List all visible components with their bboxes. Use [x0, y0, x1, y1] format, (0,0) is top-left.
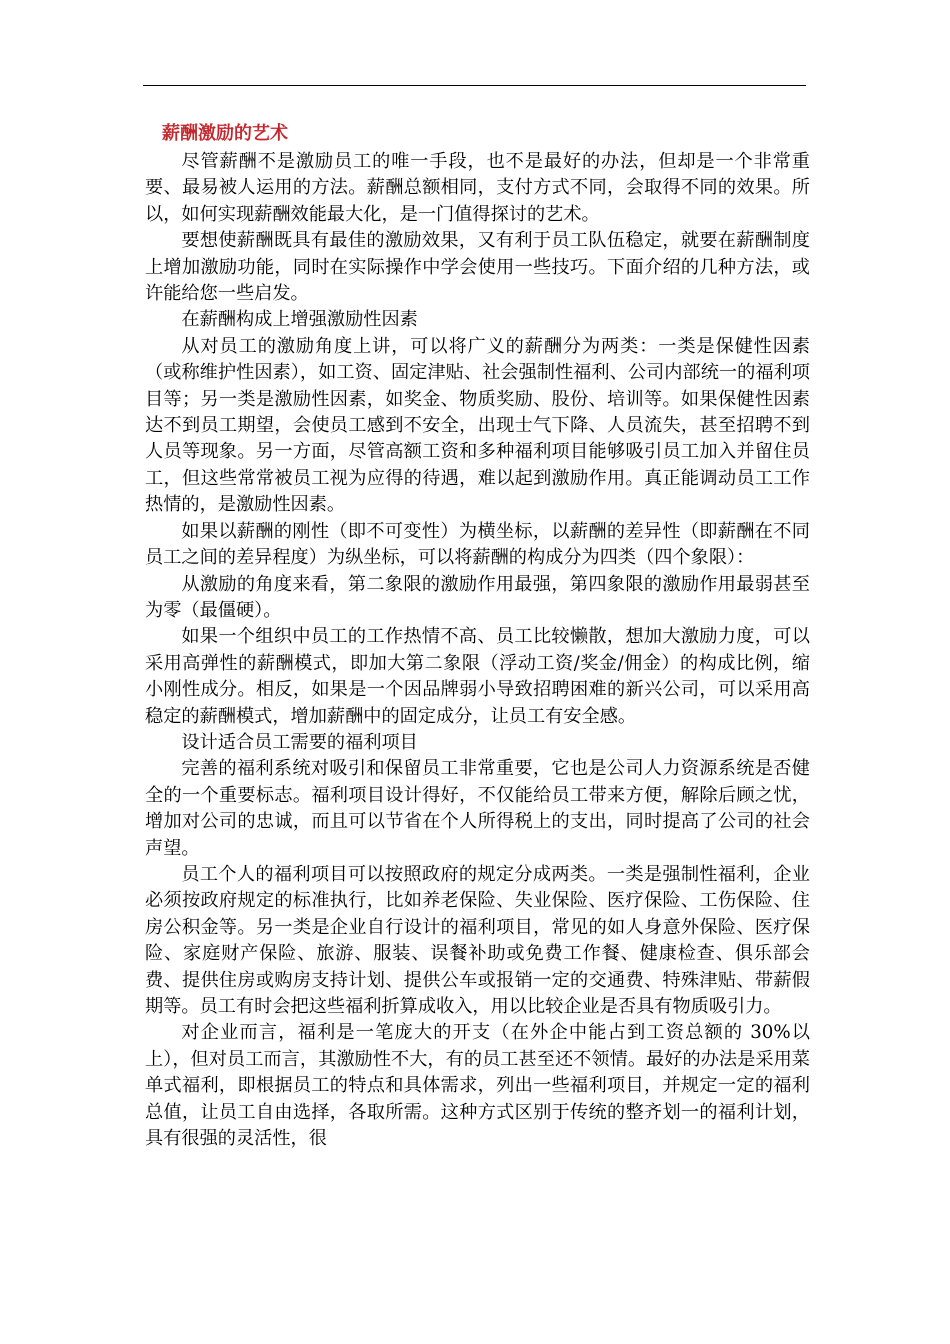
- paragraph-intro: 尽管薪酬不是激励员工的唯一手段，也不是最好的办法，但却是一个非常重要、最易被人运用的方法。薪酬总额相同，支付方式不同，会取得不同的效果。所以，如何实现薪酬效能最大化，是一门值得探讨的艺术。: [145, 151, 810, 225]
- section-heading-incentive-factors: 在薪酬构成上增强激励性因素: [181, 309, 418, 331]
- paragraph-two-factor-types: 从对员工的激励角度上讲，可以将广义的薪酬分为两类：一类是保健性因素（或称维护性因素），如工资、固定津贴、社会强制性福利、公司内部统一的福利项目等；另一类是激励性因素，如奖金、物质奖励、股份、培训等。如果保健性因素达不到员工期望，会使员工感到不安全，出现士气下降、人员流失，甚至招聘不到人员等现象。另一方面，尽管高额工资和多种福利项目能够吸引员工加入并留住员工，但这些常常被员工视为应得的待遇，难以起到激励作用。真正能调动员工工作热情的，是激励性因素。: [145, 335, 810, 516]
- paragraph-quadrant-effects: 从激励的角度来看，第二象限的激励作用最强，第四象限的激励作用最弱甚至为零（最僵硬）。: [145, 573, 810, 621]
- paragraph-techniques: 要想使薪酬既具有最佳的激励效果，又有利于员工队伍稳定，就要在薪酬制度上增加激励功能，同时在实际操作中学会使用一些技巧。下面介绍的几种方法，或许能给您一些启发。: [145, 230, 810, 305]
- article-body: [145, 119, 810, 1152]
- paragraph-welfare-types: 员工个人的福利项目可以按照政府的规定分成两类。一类是强制性福利，企业必须按政府规定的标准执行，比如养老保险、失业保险、医疗保险、工伤保险、住房公积金等。另一类是企业自行设计的福利项目，常见的如人身意外保险、医疗保险、家庭财产保险、旅游、服装、误餐补助或免费工作餐、健康检查、俱乐部会费、提供住房或购房支持计划、提供公车或报销一定的交通费、特殊津贴、带薪假期等。员工有时会把这些福利折算成收入，用以比较企业是否具有物质吸引力。: [145, 863, 810, 1017]
- header-rule: [143, 85, 806, 86]
- paragraph-cafeteria-benefits: 对企业而言，福利是一笔庞大的开支（在外企中能占到工资总额的 30%以上），但对员工而言，其激励性不大，有的员工甚至还不领情。最好的办法是采用菜单式福利，即根据员工的特点和具体需求，列出一些福利项目，并规定一定的福利总值，让员工自由选择，各取所需。这种方式区别于传统的整齐划一的福利计划，具有很强的灵活性，很: [145, 1022, 810, 1150]
- paragraph-pay-models: 如果一个组织中员工的工作热情不高、员工比较懒散，想加大激励力度，可以采用高弹性的薪酬模式，即加大第二象限（浮动工资/奖金/佣金）的构成比例，缩小刚性成分。相反，如果是一个因品牌弱小导致招聘困难的新兴公司，可以采用高稳定的薪酬模式，增加薪酬中的固定成分，让员工有安全感。: [145, 626, 810, 727]
- paragraph-welfare-system: 完善的福利系统对吸引和保留员工非常重要，它也是公司人力资源系统是否健全的一个重要标志。福利项目设计得好，不仅能给员工带来方便，解除后顾之忧，增加对公司的忠诚，而且可以节省在个人所得税上的支出，同时提高了公司的社会声望。: [145, 758, 810, 859]
- article-title: 薪酬激励的艺术: [162, 123, 288, 144]
- paragraph-quadrants: 如果以薪酬的刚性（即不可变性）为横坐标，以薪酬的差异性（即薪酬在不同员工之间的差异程度）为纵坐标，可以将薪酬的构成分为四类（四个象限）：: [145, 520, 810, 569]
- section-heading-welfare: 设计适合员工需要的福利项目: [181, 731, 418, 753]
